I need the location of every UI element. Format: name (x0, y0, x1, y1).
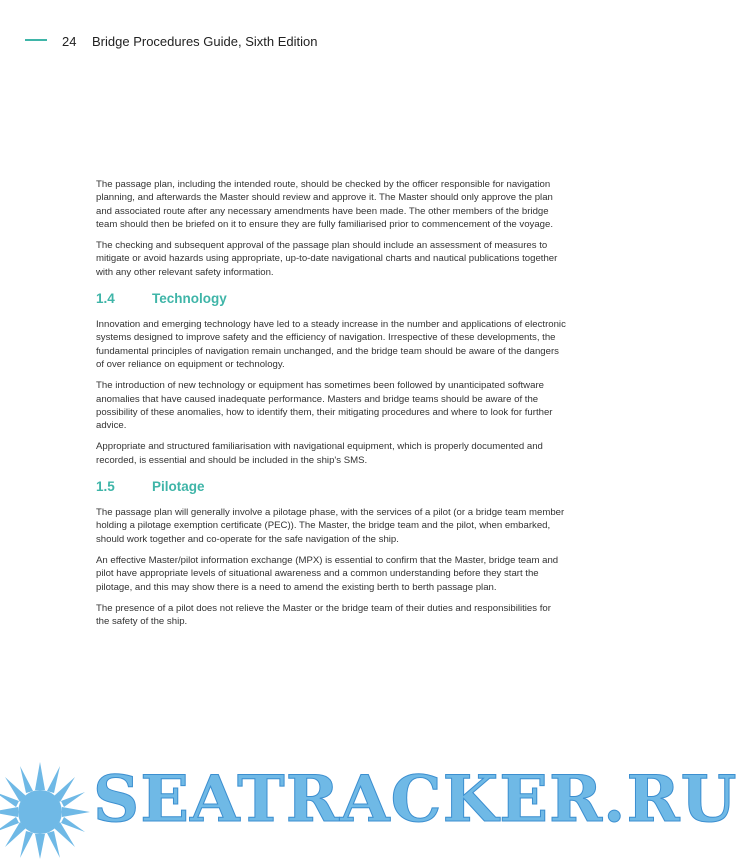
header-accent-rule (25, 39, 47, 41)
section-heading-technology (96, 291, 566, 306)
body-paragraph: Appropriate and structured familiarisation with navigational equipment, which is properly documented and recorded, is essential and should be included in the ship's SMS. (96, 441, 543, 466)
body-paragraph: The passage plan, including the intended route, should be checked by the officer responsible for navigation planning, and afterwards the Master should review and approve it. The Master should only approve the plan and associated route after any necessary amendments have been made. The other members of the bridge team should then be briefed on it to ensure they are fully familiarised prior to commencement of the voyage. (96, 179, 554, 230)
body-paragraph: The passage plan will generally involve a pilotage phase, with the services of a pilot (or a bridge team member holding a pilotage exemption certificate (PEC)). The Master, the bridge team and the pilot, when embarked, should work together and co-operate for the safe navigation of the ship. (96, 507, 565, 545)
body-paragraph: The introduction of new technology or equipment has sometimes been followed by unanticipated software anomalies that have caused inadequate performance. Masters and bridge teams should be aware of the possibility of these anomalies, how to identify them, their mitigating procedures and where to look for further advice. (96, 380, 553, 432)
body-paragraph: The presence of a pilot does not relieve the Master or the bridge team of their duties and responsibilities for the safety of the ship. (96, 602, 551, 628)
page-body (96, 178, 566, 636)
watermark-text: SEATRACKER.RU (93, 762, 737, 837)
section-number: 1.4 (96, 291, 115, 307)
section-title: Pilotage (152, 479, 205, 495)
body-paragraph: An effective Master/pilot information exchange (MPX) is essential to confirm that the Master, bridge team and pilot have appropriate levels of situational awareness and a common understanding before they start the pilotage, and this may show there is a need to amend the existing berth to berth passage plan. (96, 554, 559, 593)
sun-icon (0, 760, 100, 859)
body-paragraph: Innovation and emerging technology have led to a steady increase in the number and applications of electronic systems designed to improve safety and the efficiency of navigation. Irrespective of these developments, the fundamental principles of navigation remain unchanged, and the bridge team should be aware of the dangers of over reliance on equipment or technology. (96, 319, 566, 370)
section-title: Technology (152, 291, 227, 307)
section-number: 1.5 (96, 479, 115, 495)
body-paragraph: The checking and subsequent approval of the passage plan should include an assessment of measures to mitigate or avoid hazards using appropriate, up-to-date navigational charts and nautical publications together with any other relevant safety information. (96, 240, 558, 278)
running-title: Bridge Procedures Guide, Sixth Edition (92, 34, 318, 49)
section-heading-pilotage (96, 479, 566, 494)
page-number: 24 (62, 34, 77, 49)
